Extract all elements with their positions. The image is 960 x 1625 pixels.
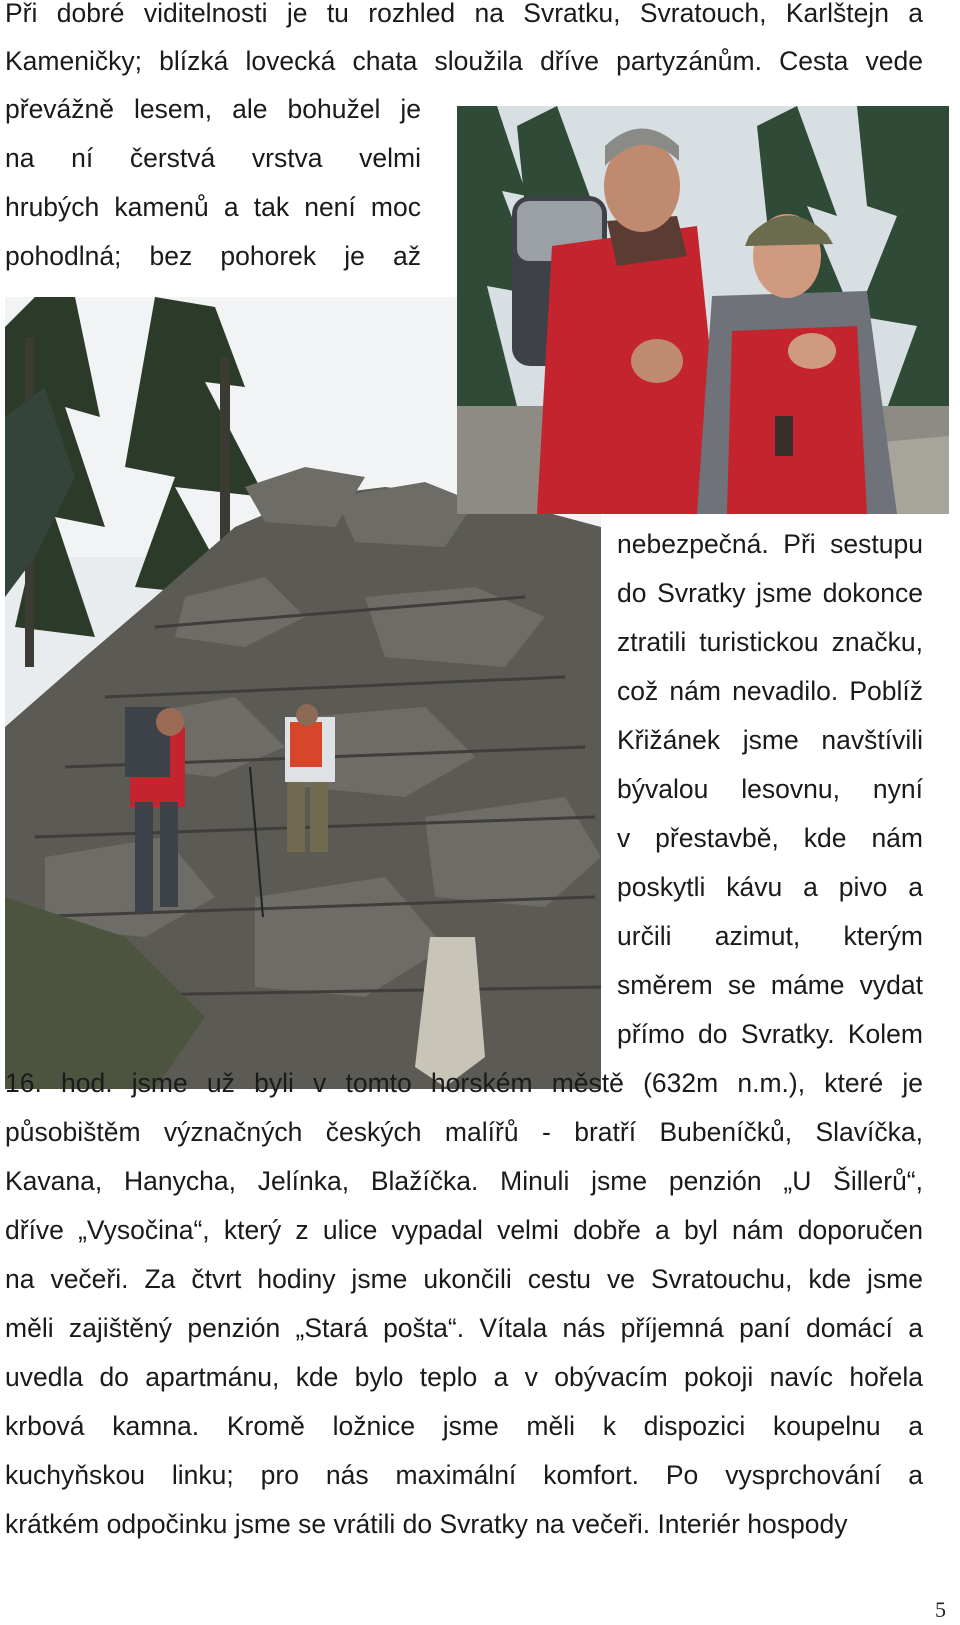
- bottom-line-6: měli zajištěný penzión „Stará pošta“. Vítala nás příjemná paní domácí a: [5, 1313, 923, 1343]
- left-column-line-4: pohodlná; bez pohorek je až: [5, 241, 421, 271]
- photo-two-hikers-portrait: [457, 106, 949, 514]
- right-column-line-3: ztratili turistickou značku,: [617, 627, 923, 657]
- left-column-line-2: na ní čerstvá vrstva velmi: [5, 143, 421, 173]
- right-column-line-7: v přestavbě, kde nám: [617, 823, 923, 853]
- bottom-line-5: na večeři. Za čtvrt hodiny jsme ukončili cestu ve Svratouchu, kde jsme: [5, 1264, 923, 1294]
- right-column-line-10: směrem se máme vydat: [617, 970, 923, 1000]
- bottom-line-10: krátkém odpočinku jsme se vrátili do Svratky na večeři. Interiér hospody: [5, 1509, 848, 1539]
- bottom-line-1: 16. hod. jsme už byli v tomto horském městě (632m n.m.), které je: [5, 1068, 923, 1098]
- bottom-line-8: krbová kamna. Kromě ložnice jsme měli k dispozici koupelnu a: [5, 1411, 923, 1441]
- paragraph-line-2: Kameničky; blízká lovecká chata sloužila dříve partyzánům. Cesta vede: [5, 46, 923, 76]
- right-column-line-4: což nám nevadilo. Poblíž: [617, 676, 923, 706]
- right-column-line-9: určili azimut, kterým: [617, 921, 923, 951]
- right-column-line-1: nebezpečná. Při sestupu: [617, 529, 923, 559]
- right-column-line-11: přímo do Svratky. Kolem: [617, 1019, 923, 1049]
- right-column-line-5: Křižánek jsme navštívili: [617, 725, 923, 755]
- right-column-line-8: poskytli kávu a pivo a: [617, 872, 923, 902]
- bottom-line-9: kuchyňskou linku; pro nás maximální komfort. Po vysprchování a: [5, 1460, 923, 1490]
- bottom-line-7: uvedla do apartmánu, kde bylo teplo a v obývacím pokoji navíc hořela: [5, 1362, 923, 1392]
- left-column-line-1: převážně lesem, ale bohužel je: [5, 94, 421, 124]
- left-column-line-3: hrubých kamenů a tak není moc: [5, 192, 421, 222]
- right-column-line-2: do Svratky jsme dokonce: [617, 578, 923, 608]
- bottom-line-3: Kavana, Hanycha, Jelínka, Blažíčka. Minuli jsme penzión „U Šillerů“,: [5, 1166, 923, 1196]
- bottom-line-2: působištěm význačných českých malířů - bratří Bubeníčků, Slavíčka,: [5, 1117, 923, 1147]
- bottom-line-4: dříve „Vysočina“, který z ulice vypadal velmi dobře a byl nám doporučen: [5, 1215, 923, 1245]
- right-column-line-6: bývalou lesovnu, nyní: [617, 774, 923, 804]
- page-number: 5: [935, 1597, 946, 1622]
- paragraph-line-1: Při dobré viditelnosti je tu rozhled na Svratku, Svratouch, Karlštejn a: [5, 0, 923, 28]
